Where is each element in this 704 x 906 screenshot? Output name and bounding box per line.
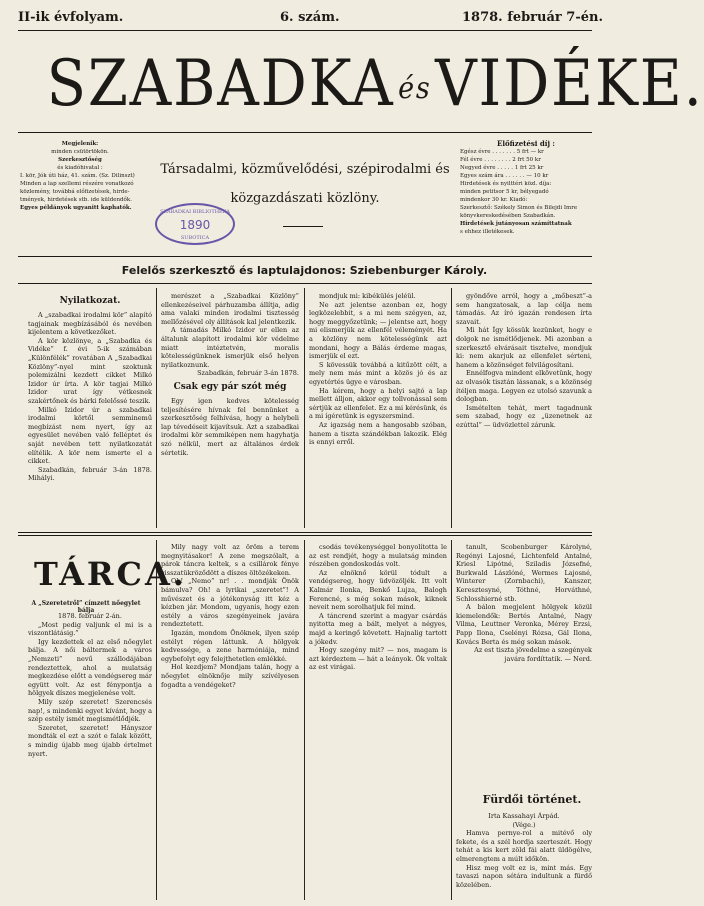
info-right-note: könyvkereskedésében Szabadkán.	[460, 213, 556, 219]
info-right-note: mindenkor 30 kr. Kiadó:	[460, 197, 528, 203]
publication-info	[20, 140, 140, 240]
info-left-line: Szerkesztőség	[58, 157, 102, 163]
volume-label: II-ik évfolyam.	[18, 10, 124, 25]
stamp-year: 1890	[179, 218, 211, 232]
rate-line: Egyes szám ára . . . . . . — 10 kr	[460, 173, 549, 179]
feuilleton-column-3	[309, 543, 447, 900]
article-column-2	[161, 292, 299, 528]
feuilleton-paragraph: tanult, Scobenburger Károlyné, Regényi Lajosné, Lichtenfeld Antalné, Kriesl Lipótné, Sziladis Józsefné, Burkwald Lászlóné, Wermes Lajosné, Winterer (Zornbachi), Kanszer, Keresztesyné, Tóthné, Horváthné, Schlosshierné stb.	[456, 543, 592, 603]
rates-title: Előfizetési díj :	[496, 139, 555, 148]
feuilleton-paragraph: csodás tevékenységgel bonyolította le az est rendjét, hogy a mulatság minden részében gondoskodás volt.	[309, 543, 447, 569]
feuilleton-paragraph: Hogy szegény mit? — nos, magam is azt kérdeztem — hát a leányok. Ők voltak az est virágai.	[309, 646, 447, 672]
feuilleton-subtitle: A „Szeretetről” címzett nőegylet bálja	[31, 600, 141, 614]
article-paragraph: merészet a „Szabadkai Közlöny” ellenkezéseivel párhuzamba állítja, adig ama valaki minden irodalmi tisztesség mellőzésével oly állítások kal jelentkezik.	[161, 292, 299, 326]
editor-line: Felelős szerkesztő és laptulajdonos: Sziebenburger Károly.	[121, 264, 488, 277]
story-author: Irta Kassahayi Árpád.	[488, 812, 560, 820]
feuilleton-paragraph: Az elnöknő körül tódult a vendégsereg, hogy üdvözöljék. Itt volt Kalmár Ilonka, Benkő Lujza, Balogh Ferencné, s még sokan mások, kiknek neveit nem sorolhatjuk fel mind.	[309, 568, 447, 612]
header-rule	[18, 30, 592, 31]
article-column-1	[28, 292, 152, 528]
article-paragraph: Milkó Izidor úr a szabadkai irodalmi körtől semminemű megbízást nem nyert, így az egyesület nevében való felléptet és saját nevében tett nyilatkozatát elítélik. A kör nem ismerte el a cikket.	[28, 405, 152, 466]
info-right-note: Hirdetések és nyilttéri közl. díja:	[460, 181, 552, 187]
article-paragraph: Ha kérem, hogy a helyi sajtó a lap mellett álljon, akkor egy tollvonással sem sértjük az ellenfelet. Ez a mi kérésünk, és a mi ígéretünk is egyszersmind.	[309, 386, 447, 421]
article-column-4	[456, 292, 592, 528]
article-paragraph: Mi hát Így kössük kezünket, hogy e dolgok ne ismétlődjenek. Mi azonban a szerkesztő elvárásait tisztelve, mondjuk ki: nem akarjuk az ellenfelet sérteni, hanem a közönséget felvilágosítani.	[456, 326, 592, 369]
column-divider	[451, 540, 452, 900]
article-paragraph: Az igazság nem a hangosabb szóban, hanem a tiszta szándékban lakozik. Elég is ennyi erről.	[309, 420, 447, 447]
editor-rule-bottom	[18, 283, 592, 284]
feuilleton-paragraph: A táncrend szerint a magyar csárdás nyitotta meg a bált, melyet a négyes, majd a keringő követett. Hajnalig tartott a jókedv.	[309, 611, 447, 646]
subtitle-line2: közgazdászati közlöny.	[230, 191, 380, 206]
rate-line: Negyed évre . . . . . 1 frt 25 kr	[460, 165, 544, 171]
info-left-line: közlemény, továbbá előfizetések, hirde-	[20, 189, 130, 195]
article-paragraph: Ne azt jelentse azonban ez, hogy legközelebbit, s a mi nem szégyen, az, hogy meggyőzetünk; — jelentse azt, hogy mi elismerjük az ellenfél véleményét. Ha a közlöny nem kötelességünk azt mondani, hogy a Bálás érdeme magas, ismerjük el ezt.	[309, 300, 447, 361]
library-stamp	[155, 203, 235, 245]
article-column-3	[309, 292, 447, 528]
info-left-line: minden csütörtökön.	[51, 149, 109, 155]
article-paragraph: mondjuk mi: kibékülés jeléül.	[319, 292, 416, 300]
issue-number: 6. szám.	[280, 10, 340, 25]
article-paragraph: Szabadkán, február 3-án 1878.	[197, 369, 299, 378]
stamp-top-text: SZABADKAI BIBLIOTHÉKA	[160, 209, 230, 215]
story-column	[456, 812, 592, 900]
masthead-title-part2: VIDÉKE.	[435, 47, 704, 121]
article-paragraph: A „szabadkai irodalmi kör” alapító tagjainak megbízásából és nevében kijelentem a következőket.	[28, 311, 152, 337]
column-divider	[304, 540, 305, 900]
column-divider	[156, 540, 157, 900]
info-left-line: I. kör, Jók úti ház, 41. szám. (Sz. Dilinszt)	[20, 173, 135, 179]
feuilleton-paragraph: Az est tiszta jövedelme a szegények javára fordíttatik. — Nerd.	[474, 646, 592, 663]
story-paragraph: Hamva pernye-rol a mitévő oly fekete, és a szél hordja szerteszét. Hogy tehát a kis kert zöld fái alatt üldögélve, elmerengtem a múlt időkön.	[456, 829, 592, 863]
article-paragraph: A támadás Milkó Izidor ur ellen az általunk alapított irodalmi kör védelme miatt intéztetvén, moralis kötelességünknek ismerjük első helyen nyilatkoznunk.	[161, 326, 299, 369]
masthead-rule	[18, 132, 592, 133]
feuilleton-paragraph: A bálon megjelent hölgyek közül kiemelendők: Bertés Antalné, Nagy Vilma, Leuttner Veronka, Mérey Erzsi, Papp Ilona, Cselényi Rózsa, Gál Ilona, Kovács Berta és még sokan mások.	[456, 603, 592, 646]
info-right-note: minden petitsor 5 kr, bélyegadó	[460, 189, 549, 195]
masthead	[46, 44, 704, 124]
feuilleton-paragraph: Mily szép szeretet! Szerencsés nap!, s mindenki egyet kívánt, hogy a szép estély ismét megismétlődjék.	[28, 697, 152, 724]
story-title: Fürdői történet.	[482, 793, 582, 806]
feuilleton-rule	[18, 532, 592, 533]
info-left-line: Egyes példányok ugyanitt kaphatók.	[20, 205, 132, 211]
subtitle-line1: Társadalmi, közművelődési, szépirodalmi és	[160, 162, 450, 177]
editor-rule-top	[18, 256, 592, 257]
article-paragraph: Ennélfogva mindent elkövetünk, hogy az olvasók tisztán lássanak, s a közönség ítéljen maga. Legyen ez utolsó szavunk a dologban.	[456, 369, 592, 404]
stamp-bottom-text: SUBOTICA	[180, 235, 210, 241]
feuilleton-column-2	[161, 543, 299, 900]
feuilleton-paragraph: Hol kezdjem? Mondjam talán, hogy a nőegylet elnöknője mily szívélyesen fogadta a vendégeket?	[161, 663, 299, 689]
article-paragraph: S kövessük továbbá a kitűzött célt, a mely nem más mint a közös jó és az egyetértés ügye e városban.	[309, 360, 447, 386]
feuilleton-column-4	[456, 543, 592, 783]
feuilleton-title: TÁRCA.	[34, 555, 187, 593]
feuilleton-paragraph: Szeretet, szeretet! Hányszor mondták el ezt a szót e falak között, s mindig újabb meg újabb értelmet nyert.	[28, 723, 152, 758]
info-right-note: Hirdetések jutányosan számíttatnak	[460, 221, 572, 227]
column-divider	[451, 288, 452, 528]
info-right-note: Szerkesztő: Székely Simon és Bilejdi Imre	[460, 205, 578, 211]
masthead-connector: és	[398, 70, 432, 106]
feuilleton-paragraph: Mily nagy volt az öröm a terem megnyitásakor! A zene megszólalt, a párok táncra keltek, s a csillárok fénye visszatükröződött a díszes öltözékeken.	[161, 543, 299, 577]
feuilleton-rule	[18, 535, 592, 536]
article-paragraph: A kör közlönye, a „Szabadka és Vidéke” f. évi 5-ik számában „Különfélék” rovatában A „Szabadkai Közlöny”-nyel mint szoktunk polemizálni kezdett cikket Milkó Izidor úr írta. A kör tagjai Milkó Izidor urat így vétkesnek szakértőnek és bárki felelőssé teszik.	[28, 336, 152, 405]
article-heading: Nyilatkozat.	[59, 296, 121, 306]
info-left-line: Megjelenik:	[61, 141, 99, 147]
info-left-line: Minden a lap szellemi részére vonatkozó	[20, 181, 134, 187]
story-paragraph: Hisz meg volt ez is, mint más. Egy tavaszi napon sétára indultunk a fürdő közelében.	[456, 863, 592, 889]
rate-line: Egész évre . . . . . . . 5 frt — kr	[460, 149, 544, 155]
feuilleton-paragraph: „Most pedig valjunk el mi is a viszontlátásig.”	[28, 620, 152, 638]
info-left-line: és kiadóhivatal :	[57, 165, 103, 171]
issue-date: 1878. február 7-én.	[462, 10, 603, 25]
feuilleton-paragraph: Oh! „Nemo” nr! . . mondják Önök bámulva? Oh! a lyrikai „szeretet”! A művészet és a jótékonyság itt kéz a kézben jár. Mondom, ugyanis, hogy ezen estély a város szegényeinek javára rendeztetett.	[161, 577, 299, 629]
column-divider	[156, 288, 157, 528]
article-heading: Csak egy pár szót még	[173, 381, 287, 392]
feuilleton-date: 1878. február 2-án.	[58, 612, 122, 620]
info-right-note: s ehhez illetékesek.	[460, 229, 515, 235]
story-part: (Vége.)	[512, 820, 536, 829]
masthead-title-part1: SZABADKA	[46, 47, 395, 121]
rate-line: Fél évre . . . . . . . . 2 frt 50 kr	[460, 157, 541, 163]
subscription-info	[460, 140, 592, 250]
article-paragraph: Egy igen kedves kötelesség teljesítésére hívnak fel bennünket a szerkesztőség felhívása, hogy a helybeli lap tévedéseit kijavítsuk. Azt a szabadkai irodalmi kör semmiképen nem hagyhatja szó nélkül, mert az általános érdek sértetik.	[161, 396, 299, 457]
feuilleton-paragraph: Igazán, mondom Önöknek, ilyen szép estélyt régen láttunk. A hölgyek kedvessége, a zene harmóniája, mind egybefolyt egy felejthetetlen emlékké.	[161, 628, 299, 663]
article-paragraph: gyöndőve arról, hogy a „mőbeszt”-a sem hangzatosak, a lap célja nem támadás. Az író igazán rendesen írta szavait.	[456, 292, 592, 326]
feuilleton-paragraph: Igy kezdettek el az első nőegylet bálja. A női báltermek a város „Nemzeti” nevű szállodájában rendeztettek, ahol a mulatság megkezdése előtt a vendégsereg már együtt volt. Az est fénypontja a hölgyek díszes megjelenése volt.	[28, 637, 152, 698]
column-divider	[304, 288, 305, 528]
info-left-line: tmények, hirdetések stb. ide küldendők.	[20, 197, 132, 203]
article-paragraph: Ismételten tehát, mert tagadnunk sem szabad, hogy ez „üzenetnek az ezúttal” — üdvözlettel zárunk.	[456, 403, 592, 429]
subtitle-dash	[283, 226, 323, 227]
article-paragraph: Szabadkán, február 3-án 1878. Mihályi.	[28, 465, 152, 483]
feuilleton-column-1	[28, 612, 152, 900]
